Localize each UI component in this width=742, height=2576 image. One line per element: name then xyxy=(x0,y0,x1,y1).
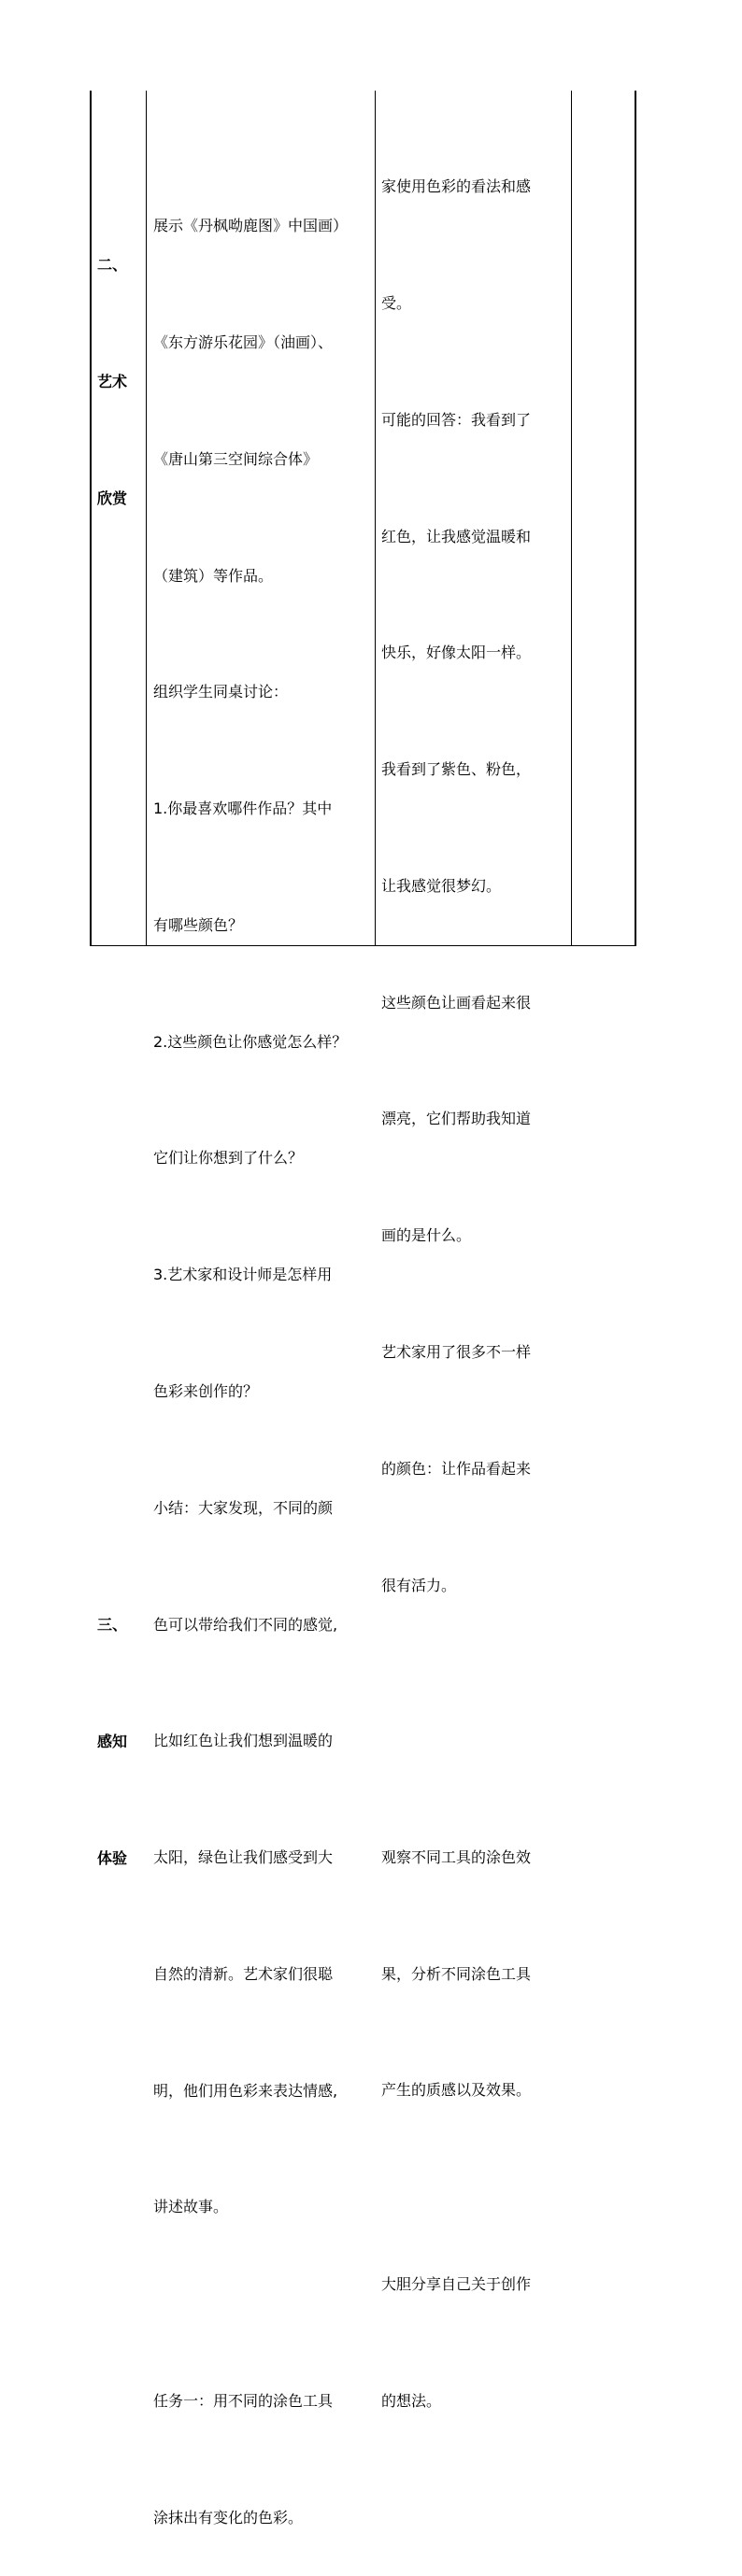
teacher-activity-column xyxy=(153,129,348,2576)
student-line: 这些颜色让画看起来很 xyxy=(381,993,532,1012)
stage-line: 三、 xyxy=(97,1615,128,1634)
stage-line: 体验 xyxy=(97,1848,128,1867)
teacher-line: 《唐山第三空间综合体》 xyxy=(153,449,319,468)
stage-line: 艺术 xyxy=(97,372,128,390)
student-line: 让我感觉很梦幻。 xyxy=(381,876,502,895)
student-line: 受。 xyxy=(381,293,412,312)
student-line: 漂亮，它们帮助我知道 xyxy=(381,1110,532,1128)
student-line: 快乐，好像太阳一样。 xyxy=(381,644,532,662)
student-line: 的想法。 xyxy=(381,2392,442,2411)
teacher-line: 1.你最喜欢哪件作品？其中 xyxy=(153,800,333,818)
student-line: 红色，让我感觉温暖和 xyxy=(381,527,532,545)
stage-line: 二、 xyxy=(97,256,128,275)
student-line: 画的是什么。 xyxy=(381,1226,472,1245)
teacher-line: 太阳，绿色让我们感受到大 xyxy=(153,1848,334,1867)
student-line: 果，分析不同涂色工具 xyxy=(381,1964,532,1983)
teacher-line: 小结：大家发现，不同的颜 xyxy=(153,1498,334,1517)
student-line: 艺术家用了很多不一样 xyxy=(381,1343,532,1361)
student-activity-column xyxy=(381,90,531,2459)
stage-line: 感知 xyxy=(97,1732,128,1750)
table-border-left xyxy=(90,91,92,946)
teacher-line: 有哪些颜色？ xyxy=(153,915,244,934)
stage-line: 欣赏 xyxy=(97,488,128,507)
teacher-line: 2.这些颜色让你感觉怎么样？ xyxy=(153,1032,348,1051)
teacher-line: 组织学生同桌讨论： xyxy=(153,683,289,701)
teacher-line: （建筑）等作品。 xyxy=(153,566,274,585)
student-line: 家使用色彩的看法和感 xyxy=(381,177,532,196)
student-line: 可能的回答：我看到了 xyxy=(381,410,532,429)
teacher-line: 《东方游乐花园》（油画）、 xyxy=(153,333,334,351)
teacher-line: 它们让你想到了什么？ xyxy=(153,1149,304,1168)
teacher-line: 比如红色让我们想到温暖的 xyxy=(153,1732,334,1750)
teacher-line: 自然的清新。艺术家们很聪 xyxy=(153,1964,334,1983)
teacher-line: 展示《丹枫呦鹿图》中国画） xyxy=(153,217,349,235)
teacher-line: 色彩来创作的？ xyxy=(153,1382,259,1400)
student-line: 产生的质感以及效果。 xyxy=(381,2081,532,2100)
student-line: 我看到了紫色、粉色， xyxy=(381,760,532,779)
student-line: 观察不同工具的涂色效 xyxy=(381,1847,532,1866)
table-divider-2 xyxy=(375,91,376,946)
teacher-line: 色可以带给我们不同的感觉, xyxy=(153,1615,338,1634)
teacher-line: 讲述故事。 xyxy=(153,2198,229,2216)
teacher-line: 涂抹出有变化的色彩。 xyxy=(153,2509,304,2527)
student-line: 大胆分享自己关于创作 xyxy=(381,2275,532,2294)
student-line: 的颜色：让作品看起来 xyxy=(381,1459,532,1478)
student-line: 很有活力。 xyxy=(381,1576,457,1594)
table-border-right xyxy=(635,91,636,946)
stage-column xyxy=(97,168,127,1917)
teacher-line: 明，他们用色彩来表达情感, xyxy=(153,2081,338,2100)
table-divider-3 xyxy=(571,91,572,946)
table-divider-1 xyxy=(146,91,147,946)
teacher-line: 3.艺术家和设计师是怎样用 xyxy=(153,1266,333,1284)
teacher-line: 任务一：用不同的涂色工具 xyxy=(153,2392,334,2411)
